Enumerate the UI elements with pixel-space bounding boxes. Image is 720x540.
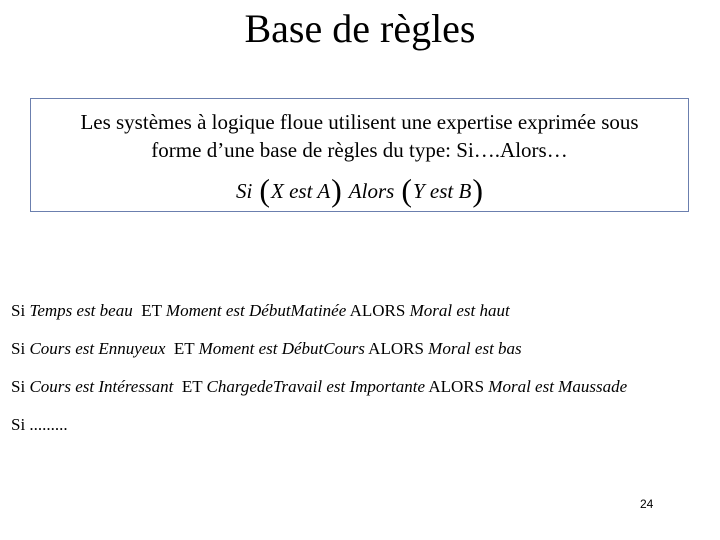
formula-est-1: est (289, 179, 313, 203)
rule-alors: ALORS (368, 339, 424, 358)
rule-conclusion: Moral est Maussade (488, 377, 628, 396)
rule-si: Si (11, 339, 26, 358)
slide-title: Base de règles (244, 6, 476, 51)
formula-open-paren-2: ( (401, 172, 412, 208)
intro-line-1: Les systèmes à logique floue utilisent une expertise exprimée sous (80, 110, 639, 134)
formula-est-2: est (429, 179, 454, 203)
rule-3 (11, 376, 627, 398)
rule-conclusion: Moral est haut (409, 301, 510, 320)
rule-premise-2: ChargedeTravail est Importante (206, 377, 425, 396)
rule-premise-2: Moment est DébutCours (198, 339, 365, 358)
formula-y: Y (412, 179, 425, 203)
formula-close-paren-2: ) (472, 172, 483, 208)
formula-open-paren: ( (259, 172, 271, 208)
formula-b: B (458, 179, 472, 203)
page-number: 24 (640, 497, 654, 511)
intro-text (31, 108, 688, 164)
rule-et: ET (181, 377, 203, 396)
formula-alors: Alors (348, 179, 395, 203)
rule-premise-1: Cours est Intéressant (29, 377, 174, 396)
rule-2 (11, 338, 522, 360)
formula-a: A (317, 179, 331, 203)
rule-alors: ALORS (428, 377, 485, 396)
rule-premise-1: Cours est Ennuyeux (29, 339, 166, 358)
formula-x: X (271, 179, 284, 203)
rule-et: ET (141, 301, 162, 320)
rule-conclusion: Moral est bas (428, 339, 522, 358)
formula-close-paren: ) (331, 172, 342, 208)
rule-premise-2: Moment est DébutMatinée (165, 301, 347, 320)
intro-line-2: forme d’une base de règles du type: Si….Alors… (151, 138, 568, 162)
rule-si: Si (11, 377, 26, 396)
rule-premise-1: Temps est beau (29, 301, 133, 320)
rule-formula (0, 172, 720, 209)
rule-ellipsis: Si ......... (11, 415, 68, 434)
rule-1 (11, 300, 510, 322)
formula-si: Si (236, 179, 253, 203)
rule-si: Si (11, 301, 26, 320)
rule-alors: ALORS (349, 301, 406, 320)
rule-et: ET (173, 339, 195, 358)
